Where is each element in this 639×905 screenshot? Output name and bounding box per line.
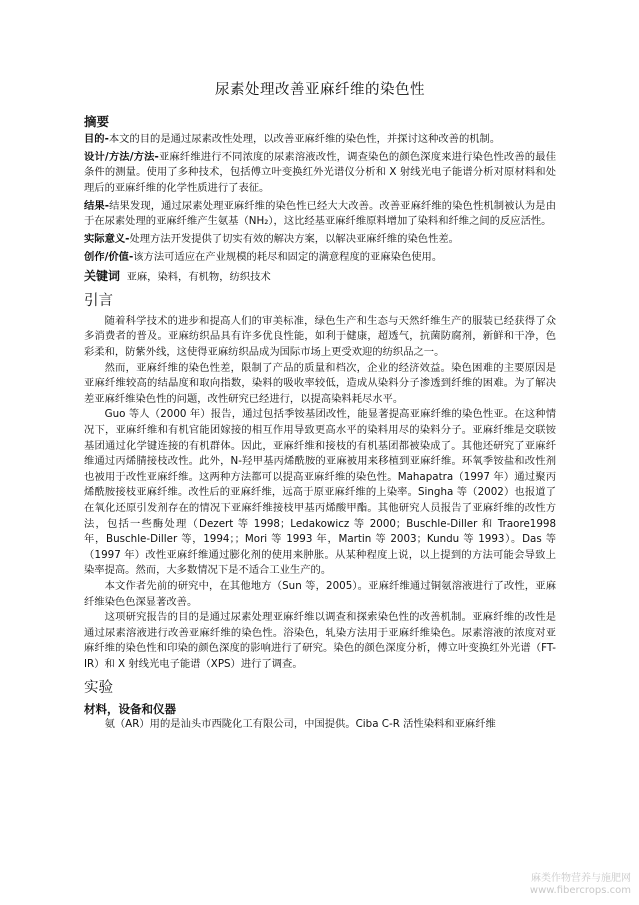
abstract-purpose [84,132,556,147]
materials-paragraph: 氨（AR）用的是汕头市西陇化工有限公司，中国提供。Ciba C-R 活性染料和亚麻纤维 [104,718,496,731]
abstract-label: 目的- [84,133,109,145]
abstract [84,112,556,285]
intro-paragraph: 本文作者先前的研究中，在其他地方（Sun 等，2005）。亚麻纤维通过铜氨溶液进行了改性，亚麻纤维染色色深显著改善。 [84,579,556,608]
intro-heading: 引言 [84,292,113,309]
abstract-design [84,150,556,196]
abstract-implications [84,232,556,247]
abstract-text: 该方法可适应在产业规模的耗尽和固定的满意程度的亚麻染色使用。 [133,251,443,264]
intro-body [84,314,556,673]
abstract-text: 本文的目的是通过尿素改性处理，以改善亚麻纤维的染色性，并探讨这种改善的机制。 [108,133,501,145]
abstract-label: 设计/方法/方法- [84,151,159,164]
abstract-label: 创作/价值- [84,251,134,264]
keywords-label: 关键词 [84,268,121,283]
experiment-heading: 实验 [84,680,113,697]
abstract-text: 结果发现，通过尿素处理亚麻纤维的染色性已经大大改善。改善亚麻纤维的染色性机制被认为是由于在尿素处理的亚麻纤维产生氨基（NH₂），这比经基亚麻纤维原料增加了染料和纤维之间的反应活性。 [84,199,556,228]
site-watermark [530,873,631,897]
abstract-heading: 摘要 [84,114,110,129]
intro-paragraph: 然而，亚麻纤维的染色性差，限制了产品的质量和档次，企业的经济效益。染色困难的主要原因是亚麻纤维较高的结晶度和取向指数，染料的吸收率较低，造成从染料分子渗透到纤维的困难。为了解决差亚麻纤维染色性的问题，改性研究已经进行，以提高染料耗尽水平。 [84,361,556,405]
abstract-text: 亚麻纤维进行不同浓度的尿素溶液改性，调查染色的颜色深度来进行染色性改善的最佳条件的测量。使用了多种技术，包括傅立叶变换红外光谱仪分析和 X 射线光电子能谱分析对原材料和处理后的亚麻纤维的化学性质进行了表征。 [84,151,557,194]
materials-heading: 材料，设备和仪器 [84,702,176,717]
watermark-title: 麻类作物营养与施肥网 [531,873,631,884]
watermark-url: www.fibercrops.com [529,885,631,896]
paper-page [84,78,556,733]
abstract-label: 实际意义- [84,233,130,246]
intro-paragraph: Guo 等人（2000 年）报告，通过包括季铵基团改性，能显著提高亚麻纤维的染色性亚。在这种情况下，亚麻纤维和有机官能团嫁接的相互作用导致更高水平的染料用尽的染料分子。亚麻纤维是交联铵基团通过化学键连接的有机群体。因此，亚麻纤维和接枝的有机基团都被染成了。其他还研究了亚麻纤维通过丙烯腈接枝改性。此外，N-羟甲基丙烯酰胺的亚麻被用来移植到亚麻纤维。环氧季铵盐和改性剂也被用于改性亚麻纤维。这两种方法都可以提高亚麻纤维的染色性。Mahapatra（1997 年）通过聚丙烯酰胺接枝亚麻纤维。改性后的亚麻纤维，远高于原亚麻纤维的上染率。Singha 等（2002）也报道了在氧化还原引发剂存在的情况下亚麻纤维接枝甲基丙烯酸甲酯。其他研究人员报告了亚麻纤维的改性方法，包括一些酶处理（Dezert 等 1998；Ledakowicz 等 2000；Buschle-Diller 和 Traore1998 年，Buschle-Diller 等，1994；；Mori 等 1993 年，Martin 等 2003；Kundu 等 1993）。Das 等（1997 年）改性亚麻纤维通过膨化剂的使用来肿胀。从某种程度上说，以上提到的方法可能会导致上染率提高。然而，大多数情况下是不适合工业生产的。 [84,408,556,577]
abstract-value [84,250,556,265]
paper-title: 尿素处理改善亚麻纤维的染色性 [215,82,425,98]
keywords [84,269,556,285]
abstract-label: 结果- [84,199,110,212]
materials-body [84,717,556,733]
intro-paragraph: 随着科学技术的进步和提高人们的审美标准，绿色生产和生态与天然纤维生产的服装已经获得了众多消费者的普及。亚麻纺织品具有许多优良性能，如利于健康，超透气，抗菌防腐剂，新鲜和干净，色彩柔和，防紫外线，这使得亚麻纺织品成为国际市场上更受欢迎的纺织品之一。 [84,314,556,359]
keywords-text: 亚麻，染料，有机物，纺织技术 [126,270,271,283]
abstract-text: 处理方法开发提供了切实有效的解决方案，以解决亚麻纤维的染色性差。 [129,233,459,246]
abstract-findings [84,199,556,229]
intro-paragraph: 这项研究报告的目的是通过尿素处理亚麻纤维以调查和探索染色性的改善机制。亚麻纤维的改性是通过尿素溶液进行改善亚麻纤维的染色性。浴染色，轧染方法用于亚麻纤维染色。尿素溶液的浓度对亚麻纤维的染色性和印染的颜色深度的影响进行了研究。染色的颜色深度分析，傅立叶变换红外光谱（FT-IR）和 X 射线光电子能谱（XPS）进行了调查。 [84,611,556,670]
